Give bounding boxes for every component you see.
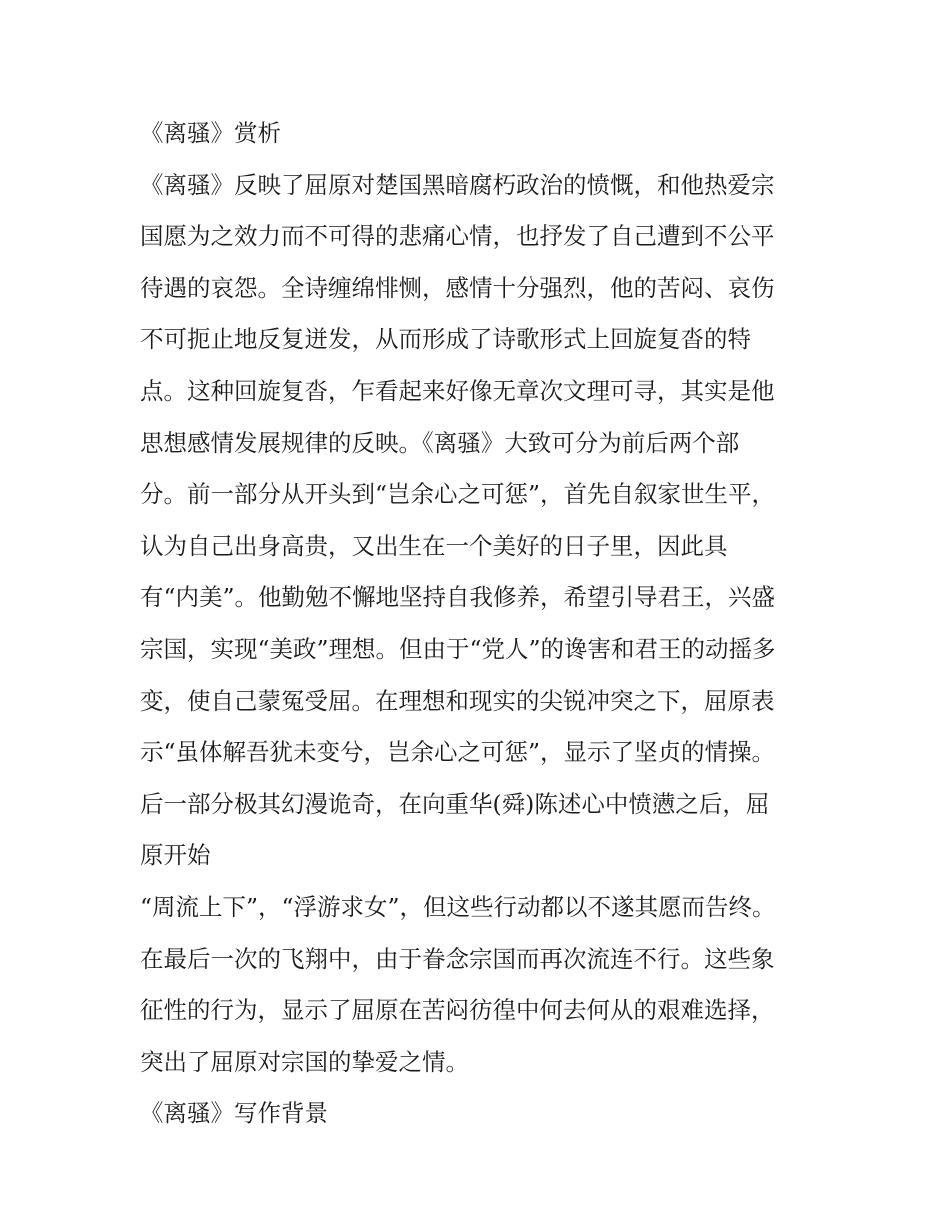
paragraph-line: 在最后一次的飞翔中，由于眷念宗国而再次流连不行。这些象 xyxy=(140,944,775,973)
paragraph-line: 后一部分极其幻漫诡奇，在向重华(舜)陈述心中愤懑之后，屈 xyxy=(140,789,770,818)
paragraph-line: 宗国，实现“美政”理想。但由于“党人”的谗害和君王的动摇多 xyxy=(140,634,776,663)
document-body xyxy=(140,108,820,1140)
heading-background: 《离骚》写作背景 xyxy=(140,1099,328,1128)
heading-appreciation: 《离骚》赏析 xyxy=(140,119,281,147)
paragraph-line: 征性的行为，显示了屈原在苦闷彷徨中何去何从的艰难选择， xyxy=(140,996,775,1025)
paragraph-line: 突出了屈原对宗国的挚爱之情。 xyxy=(140,1047,469,1076)
paragraph-line: 示“虽体解吾犹未变兮，岂余心之可惩”，显示了坚贞的情操。 xyxy=(140,738,776,767)
paragraph-line: “周流上下”，“浮游求女”，但这些行动都以不遂其愿而告终。 xyxy=(140,892,776,921)
paragraph-line: 点。这种回旋复沓，乍看起来好像无章次文理可寻，其实是他 xyxy=(140,376,775,405)
paragraph-line: 原开始 xyxy=(140,841,211,870)
paragraph-line: 待遇的哀怨。全诗缠绵悱恻，感情十分强烈，他的苦闷、哀伤 xyxy=(140,273,775,302)
paragraph-line: 国愿为之效力而不可得的悲痛心情，也抒发了自己遭到不公平 xyxy=(140,222,775,251)
paragraph-line: 《离骚》反映了屈原对楚国黑暗腐朽政治的愤慨，和他热爱宗 xyxy=(140,170,775,199)
paragraph-line: 变，使自己蒙冤受屈。在理想和现实的尖锐冲突之下，屈原表 xyxy=(140,686,775,715)
paragraph-line: 有“内美”。他勤勉不懈地坚持自我修养，希望引导君王，兴盛 xyxy=(140,583,776,612)
paragraph-line: 分。前一部分从开头到“岂余心之可惩”，首先自叙家世生平， xyxy=(140,480,776,509)
paragraph-line: 认为自己出身高贵，又出生在一个美好的日子里，因此具 xyxy=(140,531,728,560)
paragraph-line: 不可扼止地反复迸发，从而形成了诗歌形式上回旋复沓的特 xyxy=(140,325,751,354)
paragraph-line: 思想感情发展规律的反映。《离骚》大致可分为前后两个部 xyxy=(140,428,740,457)
